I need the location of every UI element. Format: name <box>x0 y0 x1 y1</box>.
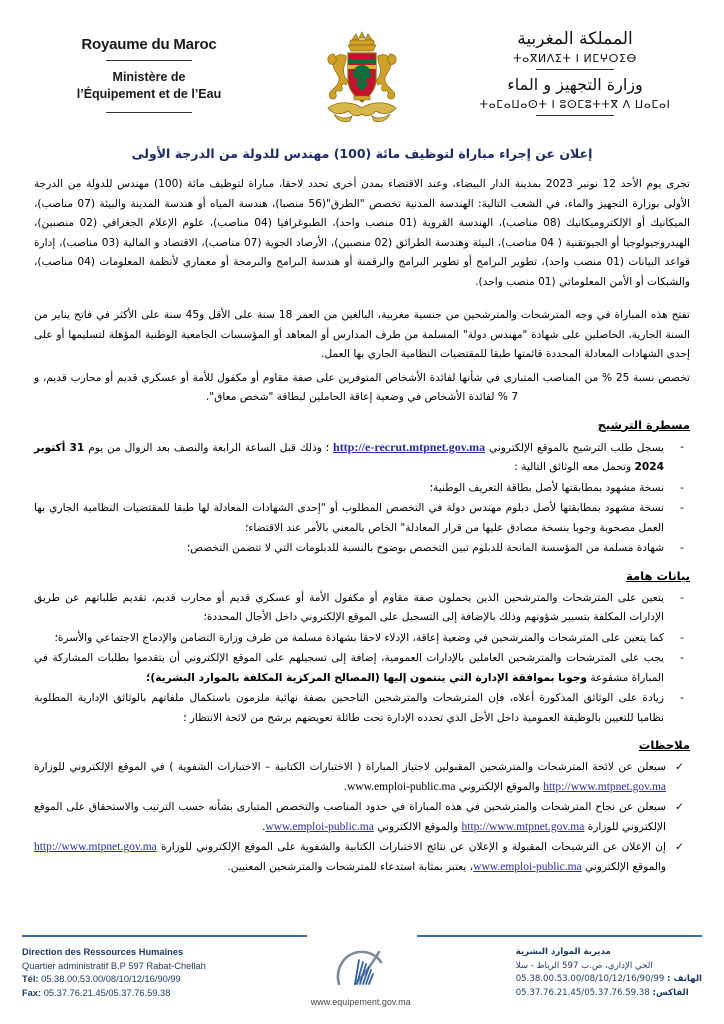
kingdom-label-fr: Royaume du Maroc <box>81 36 217 53</box>
document-header <box>34 0 690 120</box>
mtpnet-link[interactable]: http://www.mtpnet.gov.ma <box>34 841 157 853</box>
footer-fax-fr <box>22 987 206 1001</box>
dash-bullet-icon: - <box>680 542 684 554</box>
deadline-date: 31 أكتوبر 2024 <box>34 441 664 473</box>
list-item <box>34 479 690 499</box>
ministry-label-fr <box>34 69 264 103</box>
footer-fax-value-ar: 05.37.76.21.45/05.37.76.59.38 <box>515 987 650 998</box>
moroccan-coat-of-arms-icon <box>314 26 410 138</box>
intro-paragraph-2: تفتح هذه المباراة في وجه المترشحات والمترشحين من جنسية مغربية، البالغين من العمر 18 سنة على الأقل و45 سنة على الأكثر في فاتح يناير من السنة الجارية، الحاصلين على شهادة "مهندس دولة" المسلمة من طرف المدارس أو المعاهد أو المؤسسات الجامعية الوطنية المؤهلة لتسليمها أو على إحدى الشهادات المعادلة المحددة قائمتها طبقا للمقتضيات النظامية الجاري بها العمل. <box>34 309 690 360</box>
list-item-text: شهادة مسلمة من المؤسسة المانحة للدبلوم تبين التخصص بوضوح بالنسبة للدبلومات التي لا تتضمن التخصص؛ <box>186 542 664 554</box>
footer-body <box>22 946 702 1007</box>
footer-address-ar: الحي الإداري، ص.ب 597 الرباط - سلا <box>515 960 653 971</box>
intro-paragraph-3: تخصص نسبة 25 % من المناصب المتبارى في شأنها لفائدة الأشخاص المتوفرين على صفة مقاوم أو مكفول للأمة أو عسكري قديم أو محارب قديم، و 7 % لفائدة الأشخاص في وضعية إعاقة الحاملين لبطاقة "شخص معاق". <box>34 371 690 403</box>
dash-bullet-icon: - <box>680 481 684 494</box>
footer-fax-label-fr: Fax: <box>22 987 42 998</box>
notes-list <box>34 758 690 877</box>
footer-website: www.equipement.gov.ma <box>310 997 411 1007</box>
check-bullet-icon: ✓ <box>675 841 684 853</box>
header-divider-3 <box>536 69 614 70</box>
footer-fax-label-ar: الفاكس: <box>652 987 689 998</box>
list-item <box>34 649 690 688</box>
section-heading-candidature: مسطرة الترشيح <box>597 417 690 432</box>
list-item-text-before: يجب على المترشحات والمترشحين العاملين بالإدارات العمومية، إضافة إلى تسجيلهم على الموقع الإلكتروني أن يتقدموا بطلبات المشاركة في المباراة مشفوعة <box>34 652 664 684</box>
footer-tel-value-ar: 05.38.00.53.00/08/10/12/16/90/99 <box>515 974 665 984</box>
lion-right <box>376 54 396 99</box>
header-right-arabic <box>460 26 690 120</box>
list-item-text: نسخة مشهود بمطابقتها لأصل بطاقة التعريف الوطنية؛ <box>429 481 664 494</box>
intro-block <box>34 175 690 408</box>
list-item <box>34 838 690 877</box>
intro-paragraph-1: تجرى يوم الأحد 12 نونبر 2023 بمدينة الدار البيضاء، وعند الاقتضاء بمدن أخرى تحدد لاحقا، مباراة لتوظيف مائة (100) مهندس للدولة من الدرجة الأولى بوزارة التجهيز والماء، في الشعب التالية: الهندسة المدنية تخصص "الطرق"(56 منصبا)، هندسة المياه أو هندسة المدينة والبيئة (07 مناصب)، الميكانيك أو الإلكتروميكانيك (08 مناصب)، الهندسة القروية (01 منصب واحد)، الطبوغرافيا (04 مناصب)، علوم الإعلام الجغرافي (02 منصبين)، الهيدروجيولوجيا أو الجيوتقنية ( 04 مناصب)، البيئة وهندسة الطرائق (02 منصبين)، الأرصاد الجوية (07 مناصب)، الاقتصاد و المالية (03 مناصب)، إدارة قواعد البيانات (01 منصب واحد)، تطوير البرامج أو تطوير البرامج والرقمنة أو هندسة البرامج والبرمجة أو معماري لأنظمة المعلومات (04 مناصب)، والشبكات أو الأمن المعلوماتي (01 منصب واحد). <box>34 178 691 288</box>
footer-dept-name-ar: مديرية الموارد البشرية <box>515 947 611 957</box>
list-item <box>34 798 690 837</box>
list-item-text: كما يتعين على المترشحات والمترشحين في وضعية إعاقة، الإدلاء لاحقا بشهادة مسلمة من طرف وزارة التضامن والإدماج الاجتماعي والأسرة؛ <box>54 631 664 644</box>
footer-tel-label-fr: Tél: <box>22 974 39 984</box>
list-item-text-before: يسجل طلب الترشيح بالموقع الإلكتروني <box>489 441 664 454</box>
footer-fax-value-fr: 05.37.76.21.45/05.37.76.59.38 <box>43 987 171 998</box>
list-item-text-middle: والموقع الإلكتروني <box>458 780 540 793</box>
ministry-line-2: l’Équipement et de l’Eau <box>76 87 222 101</box>
dash-bullet-icon: - <box>680 652 684 664</box>
list-item-text-before: سيعلن عن لائحة المترشحات والمترشحين المقبولين لاجتياز المباراة ( الاختبارات الكتابية – الاختبارات الشفوية ) في الموقع الإلكتروني للوزارة <box>34 761 666 773</box>
ministry-label-tifinagh: ⵜⴰⵎⴰⵡⴰⵙⵜ ⵏ ⵓⵙⵎⵓⵜⵜⴳ ⴷ ⵡⴰⵎⴰⵏ <box>479 98 671 111</box>
list-item-text-middle: والموقع الإلكتروني <box>585 860 666 873</box>
check-bullet-icon: ✓ <box>675 801 684 813</box>
ministry-line-1: Ministère de <box>112 70 186 84</box>
footer-right-arabic <box>516 946 702 1000</box>
e-recrut-link[interactable]: http://e-recrut.mtpnet.gov.ma <box>333 439 486 454</box>
document-footer <box>0 932 724 1018</box>
list-item-text-before: إن الإعلان عن الترشيحات المقبولة و الإعلان عن نتائج الاختبارات الكتابية والشفوية على الموقع الإلكتروني للوزارة <box>161 841 666 853</box>
list-item <box>34 438 690 478</box>
section-heading-important: بيانات هامة <box>626 568 690 583</box>
footer-rule-right <box>417 935 702 938</box>
list-item <box>34 499 690 538</box>
list-item <box>34 539 690 559</box>
page-title: إعلان عن إجراء مباراة لتوظيف مائة (100) مهندس للدولة من الدرجة الأولى <box>131 146 593 161</box>
footer-center-logo <box>276 946 446 1007</box>
lion-left <box>328 54 348 99</box>
list-item <box>34 589 690 628</box>
list-item-text-after: ، يعتبر بمثابة استدعاء للمترشحات والمترشحين المعنيين. <box>227 860 474 873</box>
dash-bullet-icon: - <box>680 692 684 704</box>
dash-bullet-icon: - <box>680 591 684 604</box>
list-item-text-bold: وجوبا بموافقة الإدارة التي ينتمون إليها (المصالح المركزية المكلفة بالموارد البشرية)؛ <box>146 671 587 684</box>
footer-tel-value-fr: 05.38.00.53.00/08/10/12/16/90/99 <box>41 974 181 984</box>
ministry-label-ar: وزارة التجهيز و الماء <box>507 75 643 94</box>
kingdom-label-ar: المملكة المغربية <box>517 29 633 49</box>
footer-tel-ar <box>516 973 702 987</box>
header-left-french <box>34 26 264 113</box>
list-item-text: يتعين على المترشحات والمترشحين الذين يحملون صفة مقاوم أو مكفول الأمة أو عسكري قديم أو محارب قديم، تقديم طلباتهم عن طريق الإدارات المكلفة بتسيير شؤونهم وذلك بالإضافة إلى التسجيل على الموقع الإلكتروني داخل الأجال المحددة؛ <box>34 591 664 623</box>
kingdom-label-tifinagh: ⵜⴰⴳⵍⴷⵉⵜ ⵏ ⵍⵎⵖⵔⵉⴱ <box>513 52 637 65</box>
dash-bullet-icon: - <box>680 631 684 644</box>
emploi-public-link[interactable]: www.emploi-public.ma <box>473 860 582 873</box>
emploi-public-link[interactable]: www.emploi-public.ma <box>265 820 374 833</box>
emploi-public-url: www.emploi-public.ma <box>347 780 456 793</box>
list-item-text-middle: والموقع الالكتروني <box>377 820 459 833</box>
footer-rules <box>22 932 702 940</box>
footer-rule-left <box>22 935 307 938</box>
footer-address-fr: Quartier administratif B.P 597 Rabat-Chellah <box>22 960 206 971</box>
important-list <box>34 589 690 729</box>
list-item-text-after-2: وتحمل معه الوثائق التالية : <box>514 461 632 473</box>
equipment-ministry-logo-icon <box>329 948 393 990</box>
footer-tel-fr <box>22 973 206 987</box>
dash-bullet-icon: - <box>680 440 684 453</box>
list-item <box>34 689 690 728</box>
list-item-text: زيادة على الوثائق المذكورة أعلاه، فإن المترشحات والمترشحين الناجحين بصفة نهائية ملزمون باستكمال ملفاتهم بالوثائق الإدارية المطلوبة نظاميا للتعيين بالوظيفة العمومية داخل الأجل الذي تحدده الإدارة تحت طائلة تعويضهم برشح من لائحة الانتظار ؛ <box>34 692 664 724</box>
check-bullet-icon: ✓ <box>675 761 684 773</box>
header-center-emblem <box>302 26 422 138</box>
list-item-text-after-1: ؛ وذلك قبل الساعة الرابعة والنصف بعد الزوال من يوم <box>88 441 330 454</box>
spacer <box>34 296 690 306</box>
motto-ribbon <box>328 103 396 122</box>
section-heading-notes: ملاحظات <box>638 738 690 752</box>
candidature-list <box>34 438 690 559</box>
mtpnet-link[interactable]: http://www.mtpnet.gov.ma <box>543 780 666 793</box>
footer-tel-label-ar: الهاتف : <box>667 974 702 984</box>
header-divider-1 <box>106 60 192 61</box>
footer-left-french <box>22 946 206 1000</box>
dash-bullet-icon: - <box>680 502 684 514</box>
list-item-text-before: سيعلن عن نجاح المترشحات والمترشحين في هذه المباراة في حدود المناصب والتخصص المتبارى بشأنه حسب الترتيب والاستحقاق على الموقع الإلكتروني للوزارة <box>34 801 666 833</box>
list-item <box>34 758 690 797</box>
list-item-text-after: . <box>343 780 348 793</box>
mtpnet-link[interactable]: http://www.mtpnet.gov.ma <box>461 820 585 833</box>
list-item-text-after: . <box>261 820 266 833</box>
header-divider-2 <box>106 112 192 113</box>
header-divider-4 <box>536 115 614 116</box>
footer-fax-ar <box>516 987 702 1001</box>
list-item <box>34 629 690 649</box>
list-item-text: نسخة مشهود بمطابقتها لأصل دبلوم مهندس دولة في التخصص المطلوب أو "إحدى الشهادات المعادلة لها طبقا للمقتضيات النظامية الجاري بها العمل مصحوبة وجوبا بنسخة مصادق عليها من قرار المعادلة" الخاص بالمعني بالأمر عند الاقتضاء؛ <box>34 502 664 534</box>
footer-dept-name-fr: Direction des Ressources Humaines <box>22 947 184 957</box>
